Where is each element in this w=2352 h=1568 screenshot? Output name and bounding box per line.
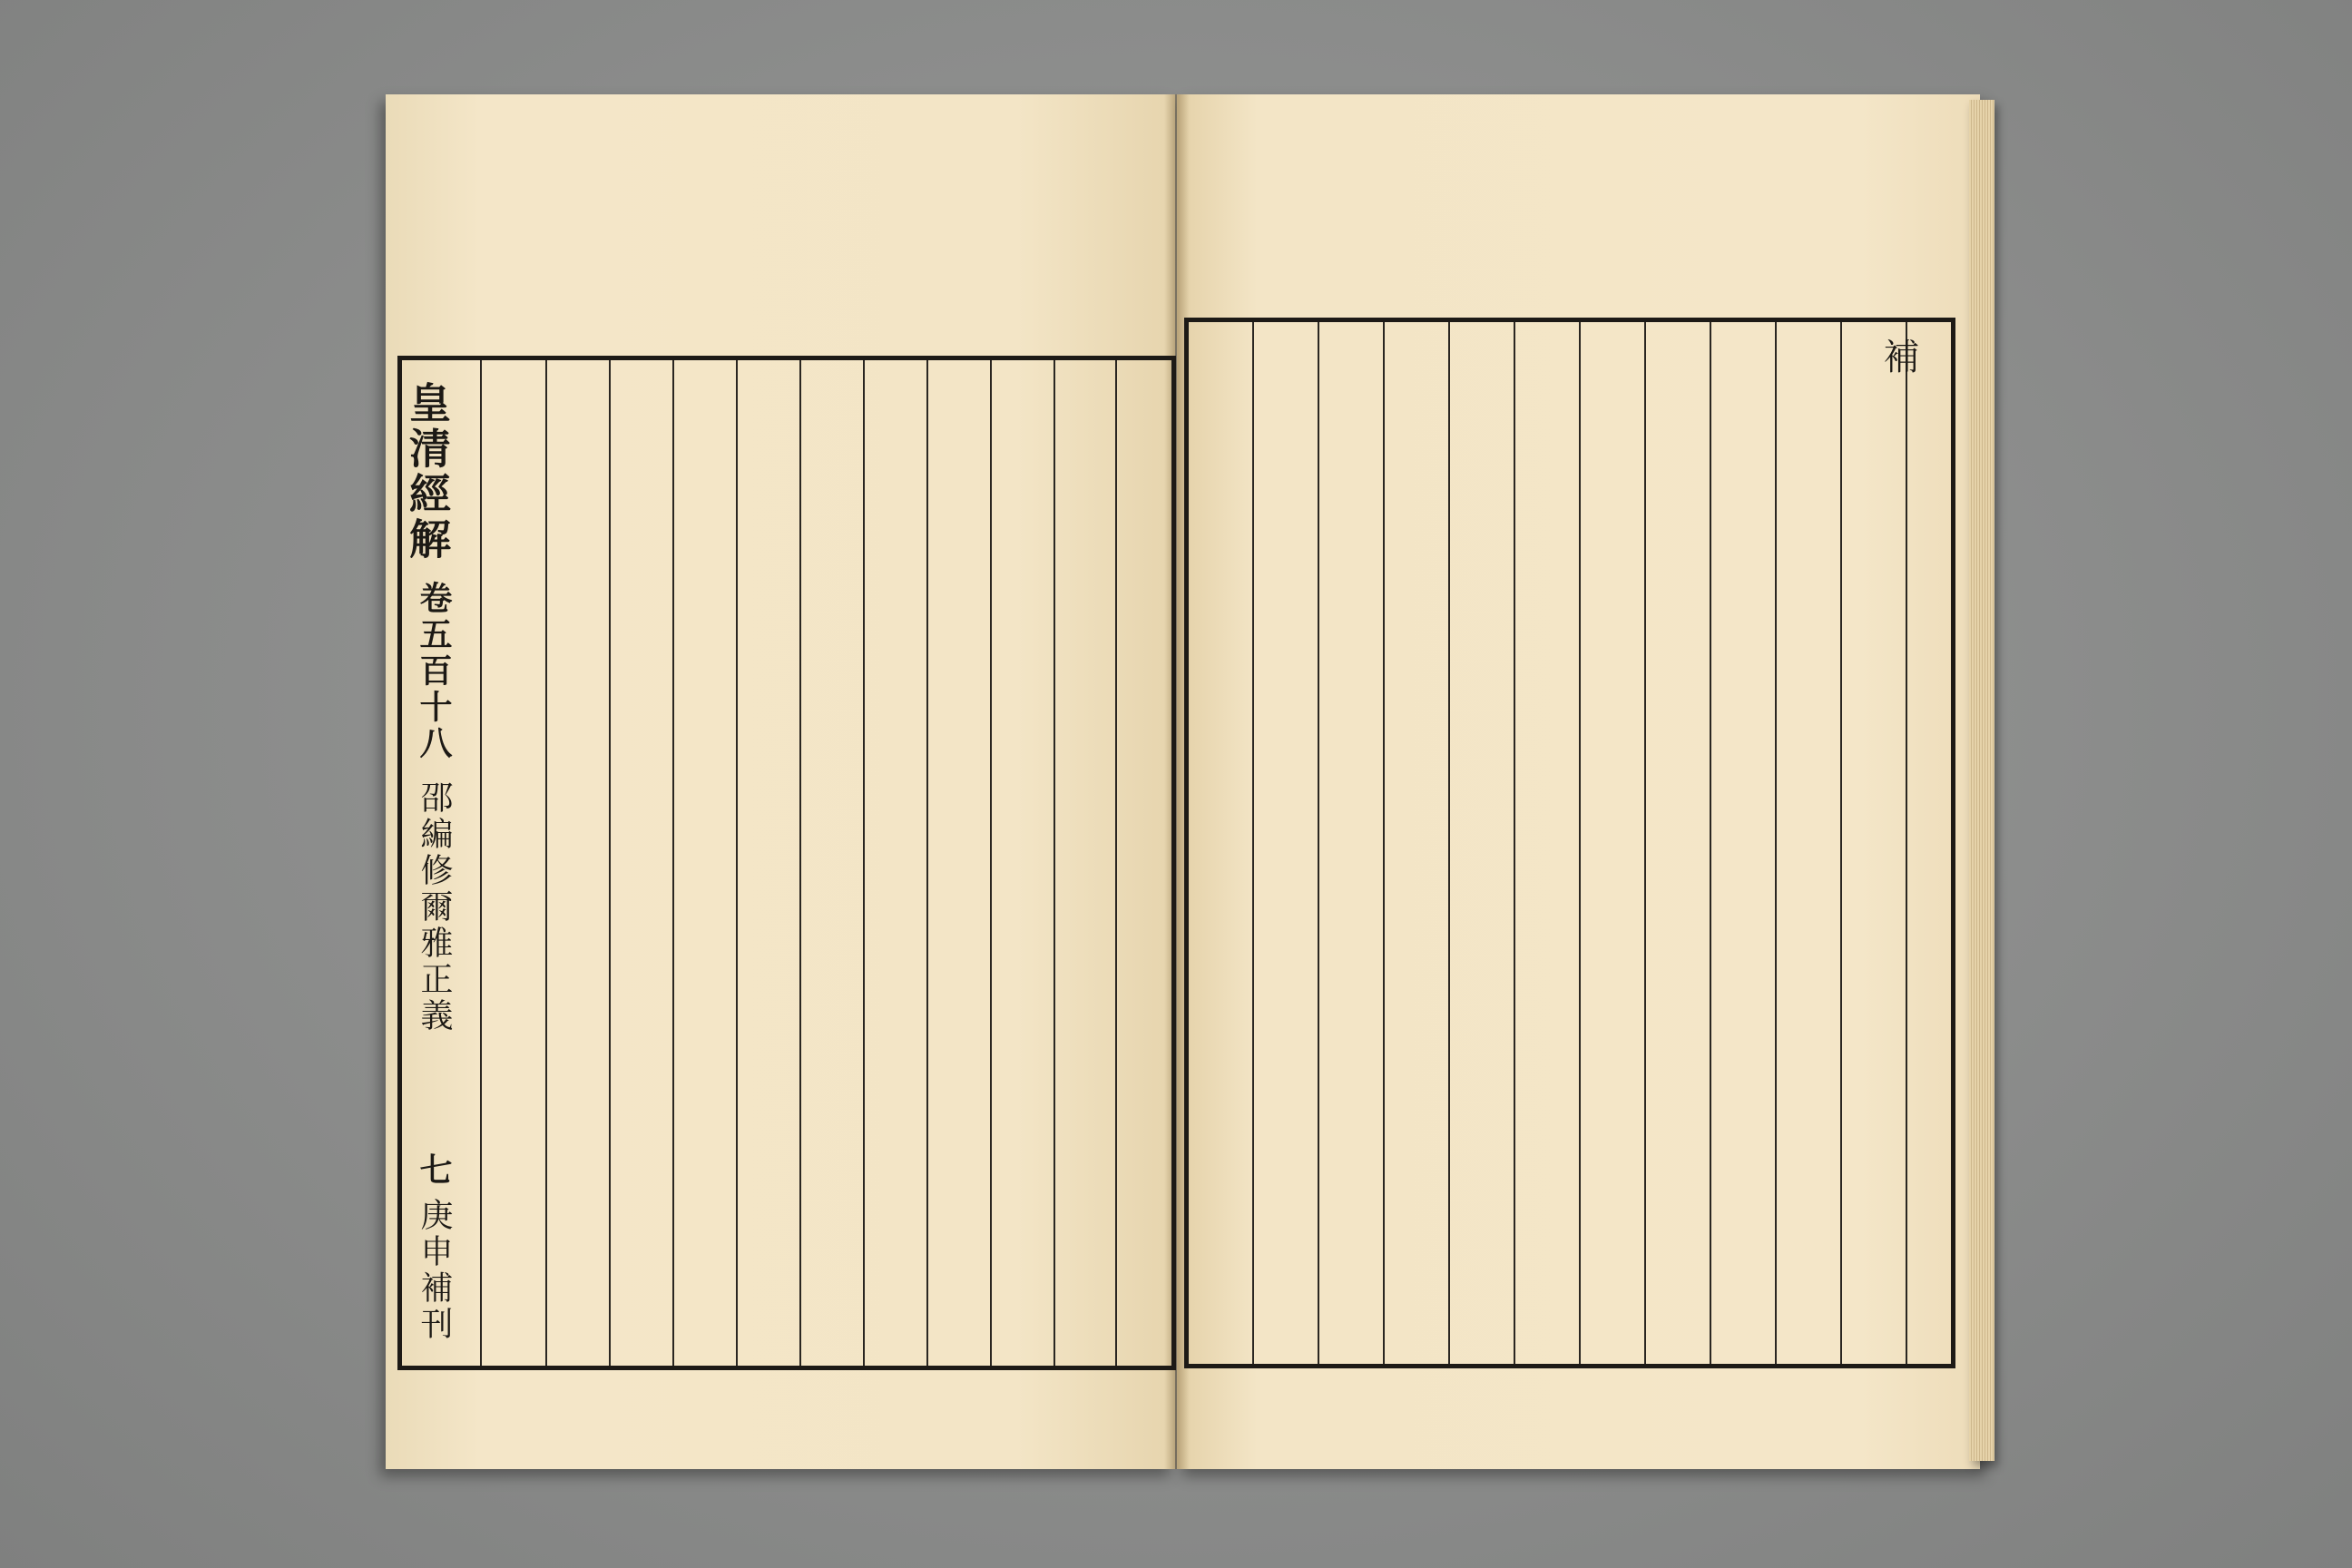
- edition-label: 庚申補刊: [416, 1198, 453, 1343]
- section-label: 邵編修爾雅正義: [416, 780, 453, 1034]
- folio-number: 七: [415, 1152, 453, 1189]
- volume-label: 卷五百十八: [415, 581, 453, 762]
- page-stack-edge: [1969, 100, 1994, 1461]
- left-text-frame: [397, 356, 1176, 1370]
- supplement-mark: 補: [1877, 338, 1919, 377]
- bleed-through-text: [1984, 363, 2024, 399]
- right-text-frame: [1184, 318, 1955, 1368]
- margin-title: 皇清經解: [403, 381, 452, 563]
